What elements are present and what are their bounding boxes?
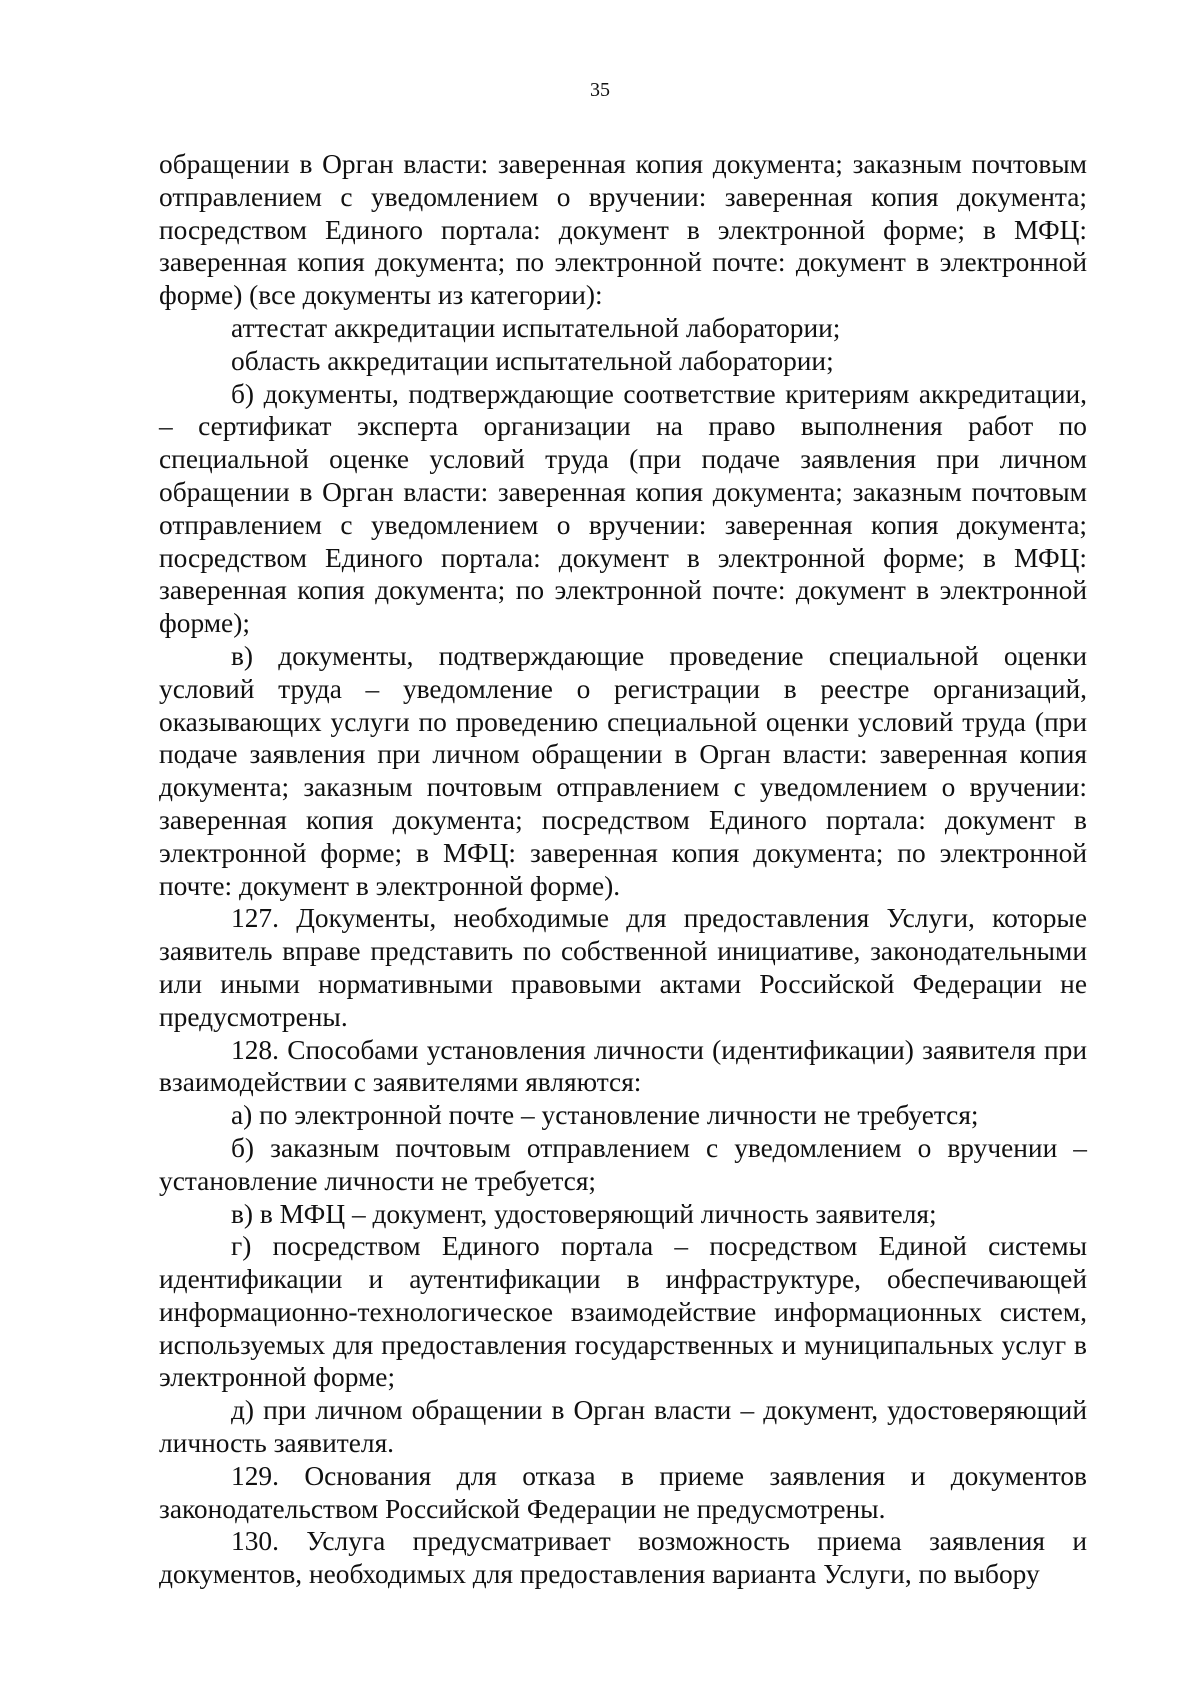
paragraph: б) заказным почтовым отправлением с уведомлением о вручении – установление личности не требуется;	[159, 1132, 1087, 1196]
page-number: 35	[590, 79, 610, 101]
paragraph: в) в МФЦ – документ, удостоверяющий личность заявителя;	[231, 1198, 937, 1229]
paragraph: 128. Способами установления личности (идентификации) заявителя при взаимодействии с заявителями являются:	[159, 1034, 1087, 1098]
paragraph: 129. Основания для отказа в приеме заявления и документов законодательством Российской Федерации не предусмотрены.	[159, 1460, 1087, 1524]
paragraph: область аккредитации испытательной лаборатории;	[231, 345, 834, 376]
paragraph: а) по электронной почте – установление личности не требуется;	[231, 1100, 979, 1131]
paragraph: обращении в Орган власти: заверенная копия документа; заказным почтовым отправлением с уведомлением о вручении: заверенная копия документа; посредством Единого портала: документ в электронной форме; в МФЦ: заверенная копия документа; по электронной почте: документ в электронной форме) (все документы из категории):	[159, 149, 1087, 311]
paragraph: аттестат аккредитации испытательной лаборатории;	[231, 312, 841, 343]
paragraph: 127. Документы, необходимые для предоставления Услуги, которые заявитель вправе представить по собственной инициативе, законодательными или иными нормативными правовыми актами Российской Федерации не предусмотрены.	[159, 903, 1087, 1032]
document-body	[159, 148, 1087, 1591]
paragraph: б) документы, подтверждающие соответствие критериям аккредитации, – сертификат эксперта организации на право выполнения работ по специальной оценке условий труда (при подаче заявления при личном обращении в Орган власти: заверенная копия документа; заказным почтовым отправлением с уведомлением о вручении: заверенная копия документа; посредством Единого портала: документ в электронной форме; в МФЦ: заверенная копия документа; по электронной почте: документ в электронной форме);	[159, 378, 1087, 639]
paragraph: в) документы, подтверждающие проведение специальной оценки условий труда – уведомление о регистрации в реестре организаций, оказывающих услуги по проведению специальной оценки условий труда (при подаче заявления при личном обращении в Орган власти: заверенная копия документа; заказным почтовым отправлением с уведомлением о вручении: заверенная копия документа; посредством Единого портала: документ в электронной форме; в МФЦ: заверенная копия документа; по электронной почте: документ в электронной форме).	[159, 640, 1087, 901]
paragraph: г) посредством Единого портала – посредством Единой системы идентификации и аутентификации в инфраструктуре, обеспечивающей информационно-технологическое взаимодействие информационных систем, используемых для предоставления государственных и муниципальных услуг в электронной форме;	[159, 1231, 1087, 1393]
paragraph: 130. Услуга предусматривает возможность приема заявления и документов, необходимых для предоставления варианта Услуги, по выбору	[159, 1526, 1087, 1590]
paragraph: д) при личном обращении в Орган власти – документ, удостоверяющий личность заявителя.	[159, 1395, 1087, 1459]
